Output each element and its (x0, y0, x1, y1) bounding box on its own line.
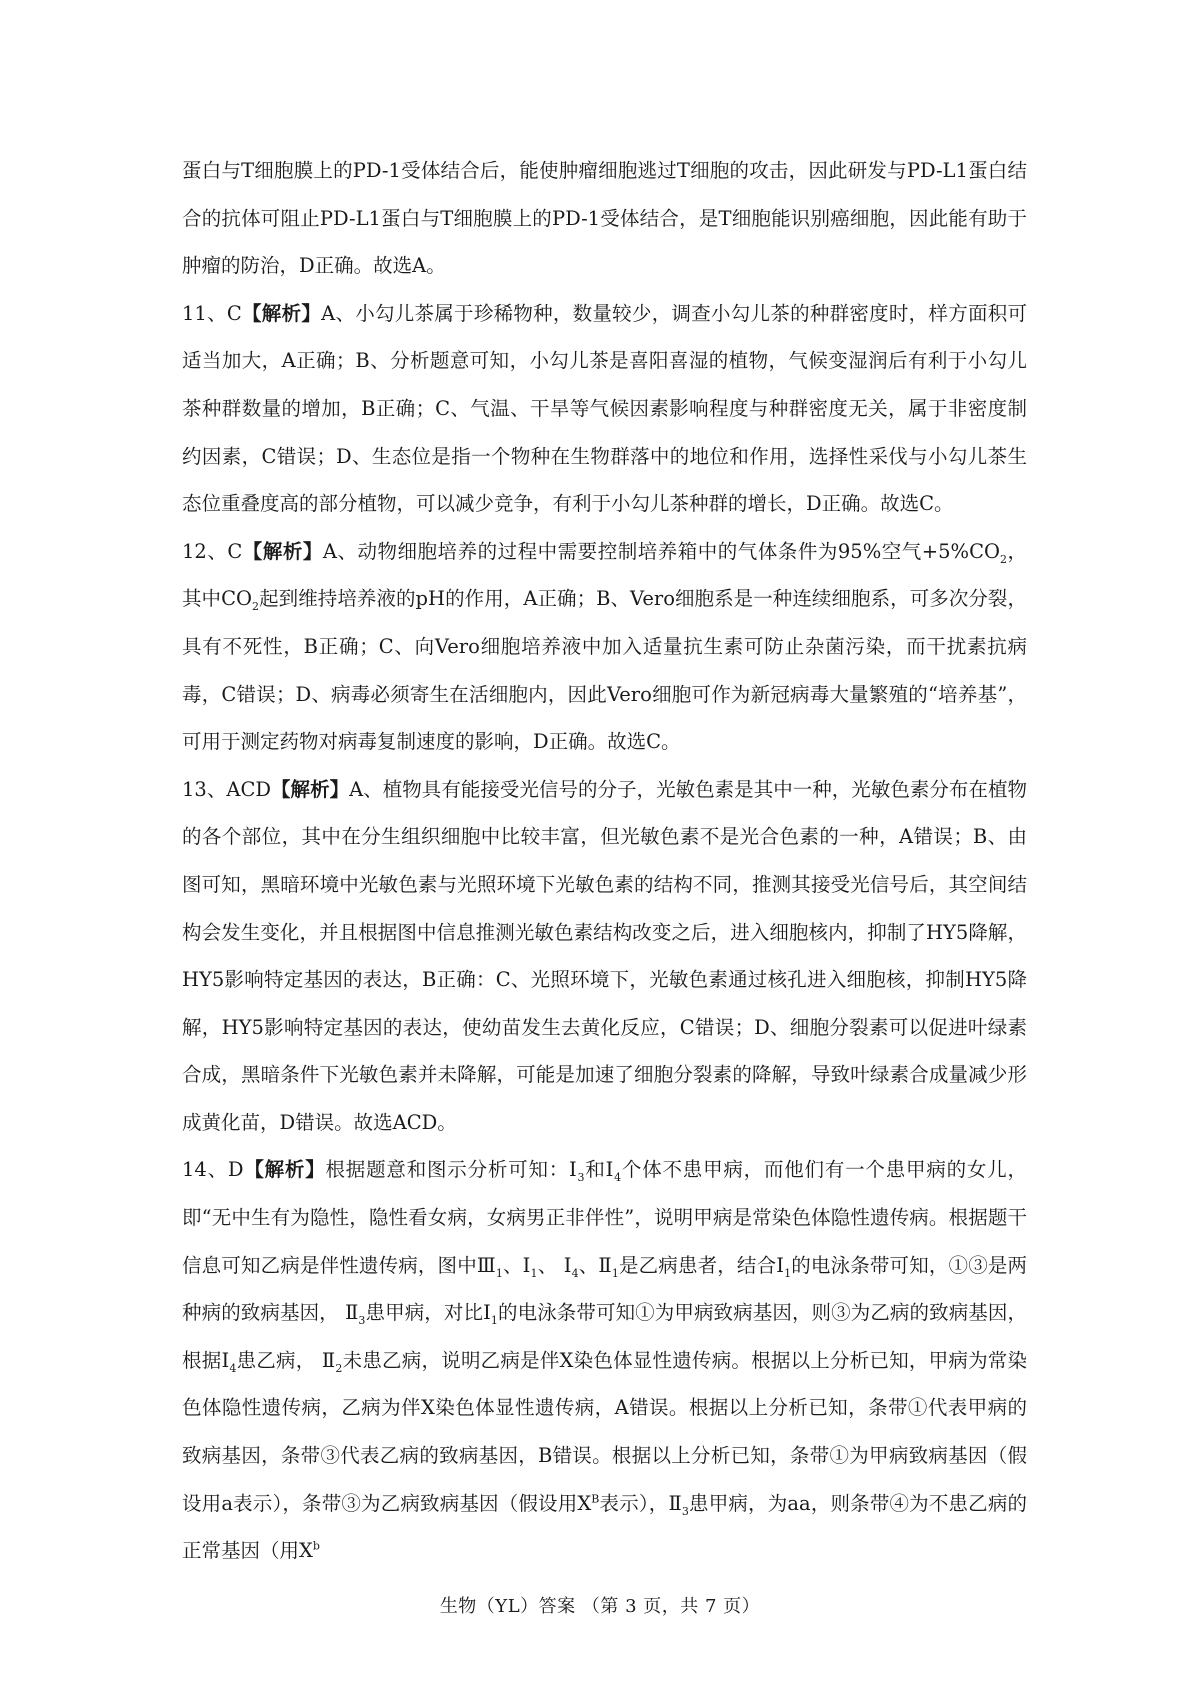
text-run: 表示），Ⅱ (599, 1491, 682, 1515)
text-run: 和Ⅰ (584, 1158, 615, 1182)
text-run: 患乙病， Ⅱ (236, 1348, 336, 1372)
text-run: 13、ACD (182, 777, 271, 801)
subscript-text: 4 (229, 1361, 237, 1375)
analysis-label: 【解析】 (243, 1158, 326, 1182)
text-run: 患甲病，为aa，则条带④为不患乙病的正常基因（用X (182, 1491, 1027, 1563)
analysis-label: 【解析】 (271, 777, 350, 801)
subscript-text: 4 (614, 1171, 622, 1185)
answer-11 (182, 290, 1027, 528)
subscript-text: 1 (784, 1266, 792, 1280)
supscript-text: b (312, 1539, 320, 1553)
subscript-text: 2 (335, 1361, 343, 1375)
subscript-text: 1 (495, 1266, 503, 1280)
text-run: A、植物具有能接受光信号的分子，光敏色素是其中一种，光敏色素分布在植物的各个部位，其中在分生组织细胞中比较丰富，但光敏色素不是光合色素的一种，A错误；B、由图可知，黑暗环境中光敏色素与光照环境下光敏色素的结构不同，推测其接受光信号后，其空间结构会发生变化，并且根据图中信息推测光敏色素结构改变之后，进入细胞核内，抑制了HY5降解，HY5影响特定基因的表达，B正确：C、光照环境下，光敏色素通过核孔进入细胞核，抑制HY5降解，HY5影响特定基因的表达，使幼苗发生去黄化反应，C错误；D、细胞分裂素可以促进叶绿素合成，黑暗条件下光敏色素并未降解，可能是加速了细胞分裂素的降解，导致叶绿素合成量减少形成黄化苗，D错误。故选ACD。 (182, 777, 1027, 1134)
text-run: 14、D (182, 1158, 244, 1182)
answer-14 (182, 1146, 1027, 1574)
text-run: 患甲病，对比Ⅰ (365, 1301, 491, 1325)
text-run: 、Ⅱ (578, 1253, 612, 1277)
subscript-text: 3 (577, 1171, 585, 1185)
answer-12 (182, 528, 1027, 766)
text-run: 个体不患甲病，而他们有一个患甲病的女儿，即“无中生有为隐性，隐性看女病，女病男正非伴性”，说明甲病是常染色体隐性遗传病。根据题干信息可知乙病是伴性遗传病，图中Ⅲ (182, 1158, 1027, 1277)
analysis-label: 【解析】 (242, 539, 323, 563)
text-run: 、 Ⅰ (537, 1253, 572, 1277)
subscript-text: 4 (571, 1266, 579, 1280)
text-run: 12、C (182, 539, 243, 563)
subscript-text: 3 (681, 1504, 689, 1518)
subscript-text: 2 (999, 552, 1007, 566)
text-run: 的电泳条带可知①为甲病致病基因，则③为乙病的致病基因，根据Ⅰ (182, 1301, 1028, 1372)
answer-text-block (182, 147, 1027, 1575)
supscript-text: B (591, 1492, 600, 1506)
text-run: 是乙病患者，结合Ⅰ (618, 1253, 785, 1277)
subscript-text: 3 (358, 1314, 366, 1328)
subscript-text: 1 (530, 1266, 538, 1280)
subscript-text: 2 (252, 600, 260, 614)
text-run: 起到维持培养液的pH的作用，A正确；B、Vero细胞系是一种连续细胞系，可多次分裂，具有不死性，B正确；C、向Vero细胞培养液中加入适量抗生素可防止杂菌污染，而干扰素抗病毒，C错误；D、病毒必须寄生在活细胞内，因此Vero细胞可作为新冠病毒大量繁殖的“培养基”，可用于测定药物对病毒复制速度的影响，D正确。故选C。 (182, 587, 1027, 754)
text-run: 11、C (182, 301, 242, 325)
answer-13 (182, 766, 1027, 1147)
subscript-text: 1 (611, 1266, 619, 1280)
text-run: A、小勾儿茶属于珍稀物种，数量较少，调查小勾儿茶的种群密度时，样方面积可适当加大，A正确；B、分析题意可知，小勾儿茶是喜阳喜湿的植物，气候变湿润后有利于小勾儿茶种群数量的增加，B正确；C、气温、干旱等气候因素影响程度与种群密度无关，属于非密度制约因素，C错误；D、生态位是指一个物种在生物群落中的地位和作用，选择性采伐与小勾儿茶生态位重叠度高的部分植物，可以减少竞争，有利于小勾儿茶种群的增长，D正确。故选C。 (182, 301, 1027, 516)
text-run: 未患乙病，说明乙病是伴X染色体显性遗传病。根据以上分析已知，甲病为常染色体隐性遗传病，乙病为伴X染色体显性遗传病，A错误。根据以上分析已知，条带①代表甲病的致病基因，条带③代表乙病的致病基因，B错误。根据以上分析已知，条带①为甲病致病基因（假设用a表示），条带③为乙病致病基因（假设用X (182, 1348, 1028, 1515)
page-footer: 生物（YL）答案 （第 3 页，共 7 页） (439, 1596, 761, 1617)
text-run: 蛋白与T细胞膜上的PD-1受体结合后，能使肿瘤细胞逃过T细胞的攻击，因此研发与PD-L1蛋白结合的抗体可阻止PD-L1蛋白与T细胞膜上的PD-1受体结合，是T细胞能识别癌细胞，因此能有助于肿瘤的防治，D正确。故选A。 (182, 159, 1027, 278)
text-run: 、Ⅰ (502, 1253, 531, 1277)
subscript-text: 1 (490, 1314, 498, 1328)
analysis-label: 【解析】 (241, 301, 322, 325)
paragraph-continued-10 (182, 147, 1027, 290)
text-run: A、动物细胞培养的过程中需要控制培养箱中的气体条件为95%空气+5%CO (322, 539, 1000, 563)
text-run: 根据题意和图示分析可知：Ⅰ (325, 1158, 578, 1182)
text-run: 的电泳条带可知，①③是两种病的致病基因， Ⅱ (182, 1253, 1028, 1325)
text-run: ，其中CO (182, 539, 1028, 611)
